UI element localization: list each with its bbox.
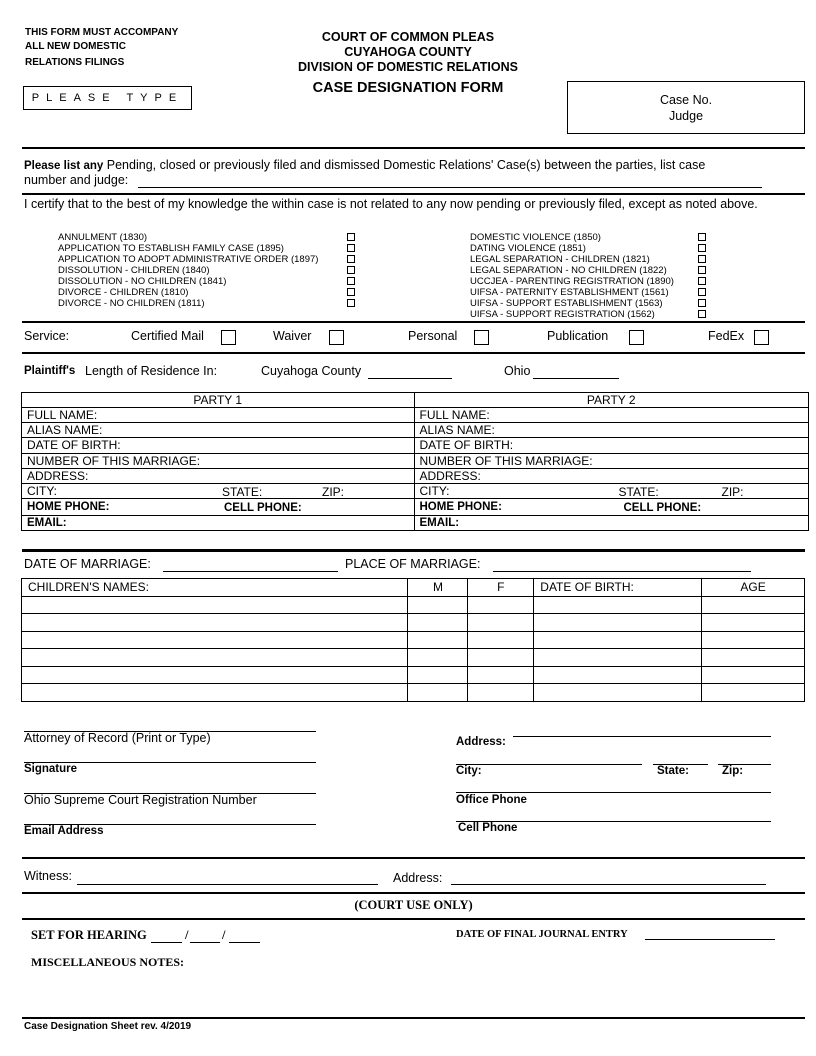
- child-age-cell[interactable]: [702, 596, 805, 614]
- case-type-label: UIFSA - SUPPORT REGISTRATION (1562): [470, 309, 655, 320]
- divider: [22, 193, 805, 195]
- case-type-checkbox[interactable]: [347, 299, 355, 307]
- case-type-left-row[interactable]: [58, 276, 358, 287]
- children-names-header: CHILDREN'S NAMES:: [22, 579, 408, 597]
- service-label: Service:: [24, 329, 70, 343]
- case-type-checkbox[interactable]: [347, 244, 355, 252]
- case-type-right-row[interactable]: [470, 265, 710, 276]
- service-waiver-checkbox[interactable]: [329, 330, 344, 345]
- case-type-checkbox[interactable]: [347, 277, 355, 285]
- child-age-cell[interactable]: [702, 614, 805, 632]
- children-row[interactable]: [22, 649, 805, 667]
- child-name-cell[interactable]: [22, 684, 408, 702]
- please-type-box: PLEASE TYPE: [23, 86, 192, 110]
- child-name-cell[interactable]: [22, 666, 408, 684]
- case-type-checkbox[interactable]: [347, 266, 355, 274]
- witness-address-label: Address:: [393, 871, 443, 885]
- witness-field[interactable]: [77, 884, 378, 885]
- case-type-left-row[interactable]: [58, 298, 358, 309]
- child-dob-cell[interactable]: [534, 684, 702, 702]
- marriage-date-field[interactable]: [163, 571, 338, 572]
- related-cases-field[interactable]: [138, 187, 762, 188]
- service-fedex-checkbox[interactable]: [754, 330, 769, 345]
- child-age-cell[interactable]: [702, 666, 805, 684]
- certify-statement: I certify that to the best of my knowledge the within case is not related to any now pending or previously filed, except as noted above.: [24, 197, 758, 211]
- witness-address-field[interactable]: [451, 884, 766, 885]
- case-type-right-row[interactable]: [470, 232, 710, 243]
- children-table: [21, 578, 805, 702]
- case-type-checkbox[interactable]: [698, 255, 706, 263]
- case-type-checkbox[interactable]: [698, 277, 706, 285]
- party-1-home-phone-label: HOME PHONE:: [27, 501, 110, 514]
- attorney-city-label: City:: [456, 765, 482, 777]
- case-type-checkbox[interactable]: [698, 288, 706, 296]
- case-type-checkbox[interactable]: [347, 233, 355, 241]
- party-2-date-of-birth-field[interactable]: DATE OF BIRTH:: [414, 438, 809, 453]
- case-type-right-row[interactable]: [470, 276, 710, 287]
- children-row[interactable]: [22, 631, 805, 649]
- case-type-checkbox[interactable]: [347, 288, 355, 296]
- divider: [22, 1017, 805, 1019]
- hearing-month-field[interactable]: [151, 942, 182, 943]
- child-name-cell[interactable]: [22, 596, 408, 614]
- child-m-cell[interactable]: [408, 596, 468, 614]
- children-row[interactable]: [22, 614, 805, 632]
- party-2-cell-phone-label: CELL PHONE:: [623, 502, 702, 515]
- children-dob-header: DATE OF BIRTH:: [534, 579, 702, 597]
- residence-state-field[interactable]: [533, 378, 619, 379]
- hearing-day-field[interactable]: [190, 942, 220, 943]
- parties-table: [21, 392, 809, 531]
- children-row[interactable]: [22, 684, 805, 702]
- child-dob-cell[interactable]: [534, 596, 702, 614]
- attorney-address-label: Address:: [456, 736, 506, 748]
- case-type-checkbox[interactable]: [698, 299, 706, 307]
- filing-notice: [25, 26, 178, 70]
- service-publication-label: Publication: [547, 329, 609, 343]
- case-type-label: APPLICATION TO ESTABLISH FAMILY CASE (1895): [58, 243, 284, 254]
- service-row: [24, 329, 804, 349]
- party-2-full-name-field[interactable]: FULL NAME:: [414, 408, 809, 423]
- attorney-cell-phone-label: Cell Phone: [458, 822, 518, 834]
- party-1-address-field[interactable]: ADDRESS:: [22, 468, 415, 483]
- attorney-signature-label: Signature: [24, 763, 78, 775]
- divider: [22, 352, 805, 354]
- hearing-separator: /: [185, 928, 189, 942]
- court-division: DIVISION OF DOMESTIC RELATIONS: [298, 60, 518, 74]
- child-f-cell[interactable]: [468, 614, 534, 632]
- party-2-zip-label: ZIP:: [721, 484, 744, 499]
- service-personal-label: Personal: [408, 329, 458, 343]
- divider: [22, 147, 805, 149]
- marriage-place-label: PLACE OF MARRIAGE:: [345, 557, 481, 571]
- misc-notes-label: MISCELLANEOUS NOTES:: [31, 955, 185, 969]
- residence-length-label: Length of Residence In:: [85, 364, 218, 378]
- case-type-right-row[interactable]: [470, 309, 710, 320]
- case-type-label: DISSOLUTION - CHILDREN (1840): [58, 265, 210, 276]
- residence-row: [24, 364, 804, 382]
- related-cases-judge-label: number and judge:: [24, 173, 129, 187]
- related-cases-text: Pending, closed or previously filed and dismissed Domestic Relations' Case(s) between the parties, list case: [106, 158, 706, 172]
- party-1-city-row[interactable]: [22, 483, 415, 498]
- party-2-home-phone-label: HOME PHONE:: [419, 501, 502, 514]
- party-1-phone-row[interactable]: [22, 499, 415, 516]
- case-type-label: DIVORCE - NO CHILDREN (1811): [58, 298, 205, 309]
- final-entry-label: DATE OF FINAL JOURNAL ENTRY: [456, 929, 628, 940]
- party-1-state-label: STATE:: [222, 484, 263, 499]
- divider: [22, 918, 805, 920]
- party-1-city-label: CITY:: [27, 483, 58, 498]
- case-type-checkbox[interactable]: [698, 233, 706, 241]
- hearing-separator: /: [222, 928, 226, 942]
- case-type-label: ANNULMENT (1830): [58, 232, 148, 243]
- child-age-cell[interactable]: [702, 684, 805, 702]
- case-type-label: LEGAL SEPARATION - NO CHILDREN (1822): [470, 265, 667, 276]
- final-entry-field[interactable]: [645, 939, 775, 940]
- service-certified-mail-label: Certified Mail: [131, 329, 204, 343]
- marriage-date-label: DATE OF MARRIAGE:: [24, 557, 151, 571]
- divider: [22, 857, 805, 859]
- party-2-address-field[interactable]: ADDRESS:: [414, 468, 809, 483]
- court-name: COURT OF COMMON PLEAS: [321, 30, 495, 44]
- child-m-cell[interactable]: [408, 631, 468, 649]
- party-1-header: PARTY 1: [22, 393, 415, 408]
- case-types-right: [470, 232, 710, 320]
- case-type-label: UIFSA - PATERNITY ESTABLISHMENT (1561): [470, 287, 669, 298]
- hearing-label: SET FOR HEARING: [31, 928, 147, 942]
- court-use-title: (COURT USE ONLY): [354, 898, 473, 912]
- child-f-cell[interactable]: [468, 684, 534, 702]
- attorney-zip-label: Zip:: [722, 765, 744, 777]
- service-publication-checkbox[interactable]: [629, 330, 644, 345]
- child-name-cell[interactable]: [22, 649, 408, 667]
- service-personal-checkbox[interactable]: [474, 330, 489, 345]
- court-county: CUYAHOGA COUNTY: [344, 45, 472, 59]
- case-type-label: UCCJEA - PARENTING REGISTRATION (1890): [470, 276, 674, 287]
- case-type-right-row[interactable]: [470, 243, 710, 254]
- residence-county-field[interactable]: [368, 378, 452, 379]
- child-dob-cell[interactable]: [534, 614, 702, 632]
- child-f-cell[interactable]: [468, 649, 534, 667]
- case-type-left-row[interactable]: [58, 287, 358, 298]
- child-f-cell[interactable]: [468, 666, 534, 684]
- party-2-state-label: STATE:: [618, 484, 659, 499]
- residence-county-label: Cuyahoga County: [261, 364, 362, 378]
- party-2-alias-name-field[interactable]: ALIAS NAME:: [414, 423, 809, 438]
- child-m-cell[interactable]: [408, 614, 468, 632]
- filing-notice-line: THIS FORM MUST ACCOMPANY: [25, 27, 179, 38]
- revision-footer: Case Designation Sheet rev. 4/2019: [24, 1021, 192, 1032]
- case-type-right-row[interactable]: [470, 287, 710, 298]
- marriage-place-field[interactable]: [493, 571, 751, 572]
- party-2-marriage-number-field[interactable]: NUMBER OF THIS MARRIAGE:: [414, 453, 809, 468]
- party-1-cell-phone-label: CELL PHONE:: [224, 502, 302, 515]
- case-type-label: LEGAL SEPARATION - CHILDREN (1821): [470, 254, 650, 265]
- case-type-left-row[interactable]: [58, 243, 358, 254]
- case-type-left-row[interactable]: [58, 265, 358, 276]
- children-row[interactable]: [22, 666, 805, 684]
- child-age-cell[interactable]: [702, 631, 805, 649]
- party-1-alias-name-field[interactable]: ALIAS NAME:: [22, 423, 415, 438]
- case-number-box[interactable]: [567, 81, 805, 134]
- child-dob-cell[interactable]: [534, 649, 702, 667]
- attorney-city-field[interactable]: [456, 764, 642, 765]
- divider: [22, 549, 805, 552]
- case-type-checkbox[interactable]: [698, 310, 706, 318]
- case-type-label: DATING VIOLENCE (1851): [470, 243, 586, 254]
- attorney-registration-label: Ohio Supreme Court Registration Number: [24, 793, 257, 807]
- child-name-cell[interactable]: [22, 631, 408, 649]
- party-1-email-field[interactable]: EMAIL:: [22, 516, 415, 531]
- children-female-header: F: [468, 579, 534, 597]
- service-fedex-label: FedEx: [708, 329, 745, 343]
- divider: [22, 321, 805, 323]
- attorney-office-phone-label: Office Phone: [456, 794, 527, 806]
- marriage-row: [24, 557, 804, 575]
- case-type-left-row[interactable]: [58, 232, 358, 243]
- case-no-label: Case No.: [659, 93, 713, 107]
- party-1-zip-label: ZIP:: [322, 484, 345, 499]
- child-f-cell[interactable]: [468, 596, 534, 614]
- residence-plaintiff-label: Plaintiff's: [24, 365, 76, 377]
- filing-notice-line: RELATIONS FILINGS: [25, 57, 125, 68]
- child-f-cell[interactable]: [468, 631, 534, 649]
- judge-label: Judge: [668, 109, 704, 123]
- service-waiver-label: Waiver: [273, 329, 312, 343]
- party-2-email-field[interactable]: EMAIL:: [414, 516, 809, 531]
- party-1-marriage-number-field[interactable]: NUMBER OF THIS MARRIAGE:: [22, 453, 415, 468]
- divider: [22, 892, 805, 894]
- party-2-phone-row[interactable]: [414, 499, 809, 516]
- case-type-left-row[interactable]: [58, 254, 358, 265]
- case-type-label: UIFSA - SUPPORT ESTABLISHMENT (1563): [470, 298, 663, 309]
- hearing-year-field[interactable]: [229, 942, 260, 943]
- service-certified-mail-checkbox[interactable]: [221, 330, 236, 345]
- attorney-state-label: State:: [657, 765, 689, 777]
- case-type-right-row[interactable]: [470, 298, 710, 309]
- party-2-header: PARTY 2: [414, 393, 809, 408]
- attorney-name-label: Attorney of Record (Print or Type): [24, 731, 211, 745]
- child-dob-cell[interactable]: [534, 631, 702, 649]
- related-cases-section: [24, 158, 804, 173]
- case-type-checkbox[interactable]: [698, 244, 706, 252]
- party-1-date-of-birth-field[interactable]: DATE OF BIRTH:: [22, 438, 415, 453]
- child-m-cell[interactable]: [408, 684, 468, 702]
- attorney-email-label: Email Address: [24, 825, 104, 837]
- court-heading: [240, 30, 576, 75]
- child-age-cell[interactable]: [702, 649, 805, 667]
- child-m-cell[interactable]: [408, 649, 468, 667]
- form-title: CASE DESIGNATION FORM: [312, 80, 504, 96]
- residence-state-label: Ohio: [504, 364, 531, 378]
- child-dob-cell[interactable]: [534, 666, 702, 684]
- child-name-cell[interactable]: [22, 614, 408, 632]
- case-type-label: DOMESTIC VIOLENCE (1850): [470, 232, 601, 243]
- children-row[interactable]: [22, 596, 805, 614]
- case-type-label: DISSOLUTION - NO CHILDREN (1841): [58, 276, 227, 287]
- party-2-city-row[interactable]: [414, 483, 809, 498]
- party-2-city-label: CITY:: [419, 483, 450, 498]
- attorney-address-field[interactable]: [513, 736, 771, 737]
- witness-label: Witness:: [24, 869, 72, 883]
- case-type-checkbox[interactable]: [347, 255, 355, 263]
- case-type-checkbox[interactable]: [698, 266, 706, 274]
- children-age-header: AGE: [702, 579, 805, 597]
- party-1-full-name-field[interactable]: FULL NAME:: [22, 408, 415, 423]
- case-type-label: DIVORCE - CHILDREN (1810): [58, 287, 189, 298]
- related-cases-intro: Please list any: [24, 160, 104, 172]
- children-male-header: M: [408, 579, 468, 597]
- case-type-label: APPLICATION TO ADOPT ADMINISTRATIVE ORDER (1897): [58, 254, 319, 265]
- case-type-right-row[interactable]: [470, 254, 710, 265]
- filing-notice-line: ALL NEW DOMESTIC: [25, 41, 126, 52]
- child-m-cell[interactable]: [408, 666, 468, 684]
- attorney-office-phone-field[interactable]: [456, 792, 771, 793]
- case-types-left: [58, 232, 358, 309]
